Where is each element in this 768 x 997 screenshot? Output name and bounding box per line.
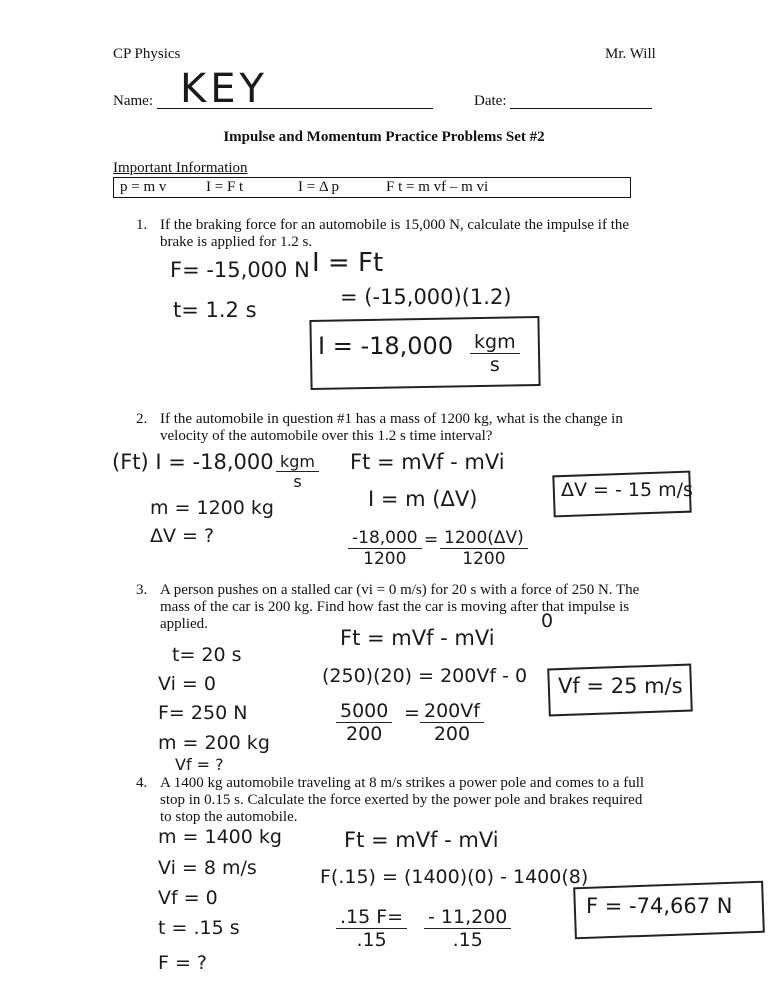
p4-given-final-velocity: Vf = 0: [158, 887, 218, 909]
problem-3-line-3: applied.: [160, 616, 208, 632]
formula-box: [113, 177, 631, 198]
problem-4-line-3: to stop the automobile.: [160, 809, 298, 825]
p2-unit-numerator: kgm: [276, 452, 319, 472]
p3-substitution: (250)(20) = 200Vf - 0: [322, 665, 528, 687]
problem-2-number: 2.: [136, 411, 148, 427]
p4-given-mass: m = 1400 kg: [158, 826, 282, 848]
p4-left-numerator: .15 F=: [336, 906, 407, 929]
p4-answer: F = -74,667 N: [586, 894, 733, 918]
problem-2-line-2: velocity of the automobile over this 1.2 s time interval?: [160, 428, 493, 444]
p3-fraction-equals: =: [404, 702, 420, 724]
problem-3-number: 3.: [136, 582, 148, 598]
p4-given-time: t = .15 s: [158, 917, 240, 939]
p1-equation: I = Ft: [312, 248, 384, 278]
p3-equation-zero: 0: [541, 610, 554, 632]
problem-4-line-2: stop in 0.15 s. Calculate the force exerted by the power pole and brakes required: [160, 792, 643, 808]
p1-unit-numerator: kgm: [470, 331, 520, 354]
p3-fraction-right: [420, 700, 484, 745]
p3-given-time: t= 20 s: [172, 644, 242, 666]
p2-answer: ΔV = - 15 m/s: [561, 479, 693, 501]
date-line: [510, 108, 652, 109]
p1-answer: I = -18,000: [318, 332, 454, 360]
p2-fraction-right: [440, 528, 528, 569]
p3-right-numerator: 200Vf: [420, 700, 484, 723]
p3-given-force: F= 250 N: [158, 702, 248, 724]
p2-fraction-equals: =: [424, 530, 439, 550]
p2-given-impulse-unit: [276, 452, 319, 491]
teacher-name: Mr. Will: [605, 46, 656, 62]
problem-4-line-1: A 1400 kg automobile traveling at 8 m/s strikes a power pole and comes to a full: [160, 775, 645, 791]
p2-impulse-equation: I = m (ΔV): [368, 487, 478, 511]
p4-left-denominator: .15: [356, 929, 387, 951]
p4-given-force: F = ?: [158, 952, 208, 974]
info-heading: Important Information: [113, 160, 248, 176]
problem-1-line-2: brake is applied for 1.2 s.: [160, 234, 313, 250]
p1-unit-denominator: s: [489, 354, 500, 376]
p4-right-numerator: - 11,200: [424, 906, 511, 929]
p3-left-denominator: 200: [346, 723, 383, 745]
p1-answer-unit: [470, 331, 520, 376]
p4-given-initial-velocity: Vi = 8 m/s: [158, 857, 257, 879]
p1-substitution: = (-15,000)(1.2): [340, 285, 512, 309]
formula-theorem: F t = m vf – m vi: [386, 179, 489, 195]
p2-unit-denominator: s: [293, 472, 302, 491]
p3-given-final-velocity: Vf = ?: [175, 755, 224, 774]
p2-right-denominator: 1200: [462, 549, 506, 569]
date-label: Date:: [474, 93, 507, 109]
problem-2-line-1: If the automobile in question #1 has a mass of 1200 kg, what is the change in: [160, 411, 623, 427]
p2-fraction-left: [348, 528, 422, 569]
p4-substitution: F(.15) = (1400)(0) - 1400(8): [320, 866, 589, 888]
p2-equation: Ft = mVf - mVi: [350, 450, 505, 474]
problem-4-number: 4.: [136, 775, 148, 791]
p4-right-denominator: .15: [452, 929, 483, 951]
problem-3-line-1: A person pushes on a stalled car (vi = 0 m/s) for 20 s with a force of 250 N. The: [160, 582, 640, 598]
p3-given-initial-velocity: Vi = 0: [158, 673, 216, 695]
formula-momentum: p = m v: [120, 179, 167, 195]
problem-3-line-2: mass of the car is 200 kg. Find how fast the car is moving after that impulse is: [160, 599, 630, 615]
name-label: Name:: [113, 93, 153, 109]
p3-answer: Vf = 25 m/s: [558, 674, 683, 698]
formula-impulse-momentum: I = Δ p: [298, 179, 340, 195]
p3-fraction-left: [336, 700, 392, 745]
p2-given-mass: m = 1200 kg: [150, 497, 274, 519]
p3-given-mass: m = 200 kg: [158, 732, 270, 754]
problem-1-number: 1.: [136, 217, 148, 233]
formula-impulse: I = F t: [206, 179, 244, 195]
p2-left-numerator: -18,000: [348, 528, 422, 549]
problem-1-line-1: If the braking force for an automobile is 15,000 N, calculate the impulse if the: [160, 217, 630, 233]
p3-equation: Ft = mVf - mVi: [340, 626, 495, 650]
p2-left-denominator: 1200: [363, 549, 407, 569]
p2-given-velocity-change: ΔV = ?: [150, 525, 215, 547]
p3-right-denominator: 200: [433, 723, 471, 745]
p1-given-force: F= -15,000 N: [170, 258, 310, 282]
p3-left-numerator: 5000: [336, 700, 392, 723]
page-title: Impulse and Momentum Practice Problems Set #2: [223, 129, 545, 145]
p1-given-time: t= 1.2 s: [173, 298, 257, 322]
p4-equation: Ft = mVf - mVi: [344, 828, 499, 852]
p4-fraction-right: [424, 906, 511, 951]
p4-fraction-left: [336, 906, 407, 951]
name-value: KEY: [180, 66, 268, 112]
p2-given-impulse: (Ft) I = -18,000: [112, 450, 274, 474]
p2-right-numerator: 1200(ΔV): [440, 528, 528, 549]
course-name: CP Physics: [113, 46, 181, 62]
